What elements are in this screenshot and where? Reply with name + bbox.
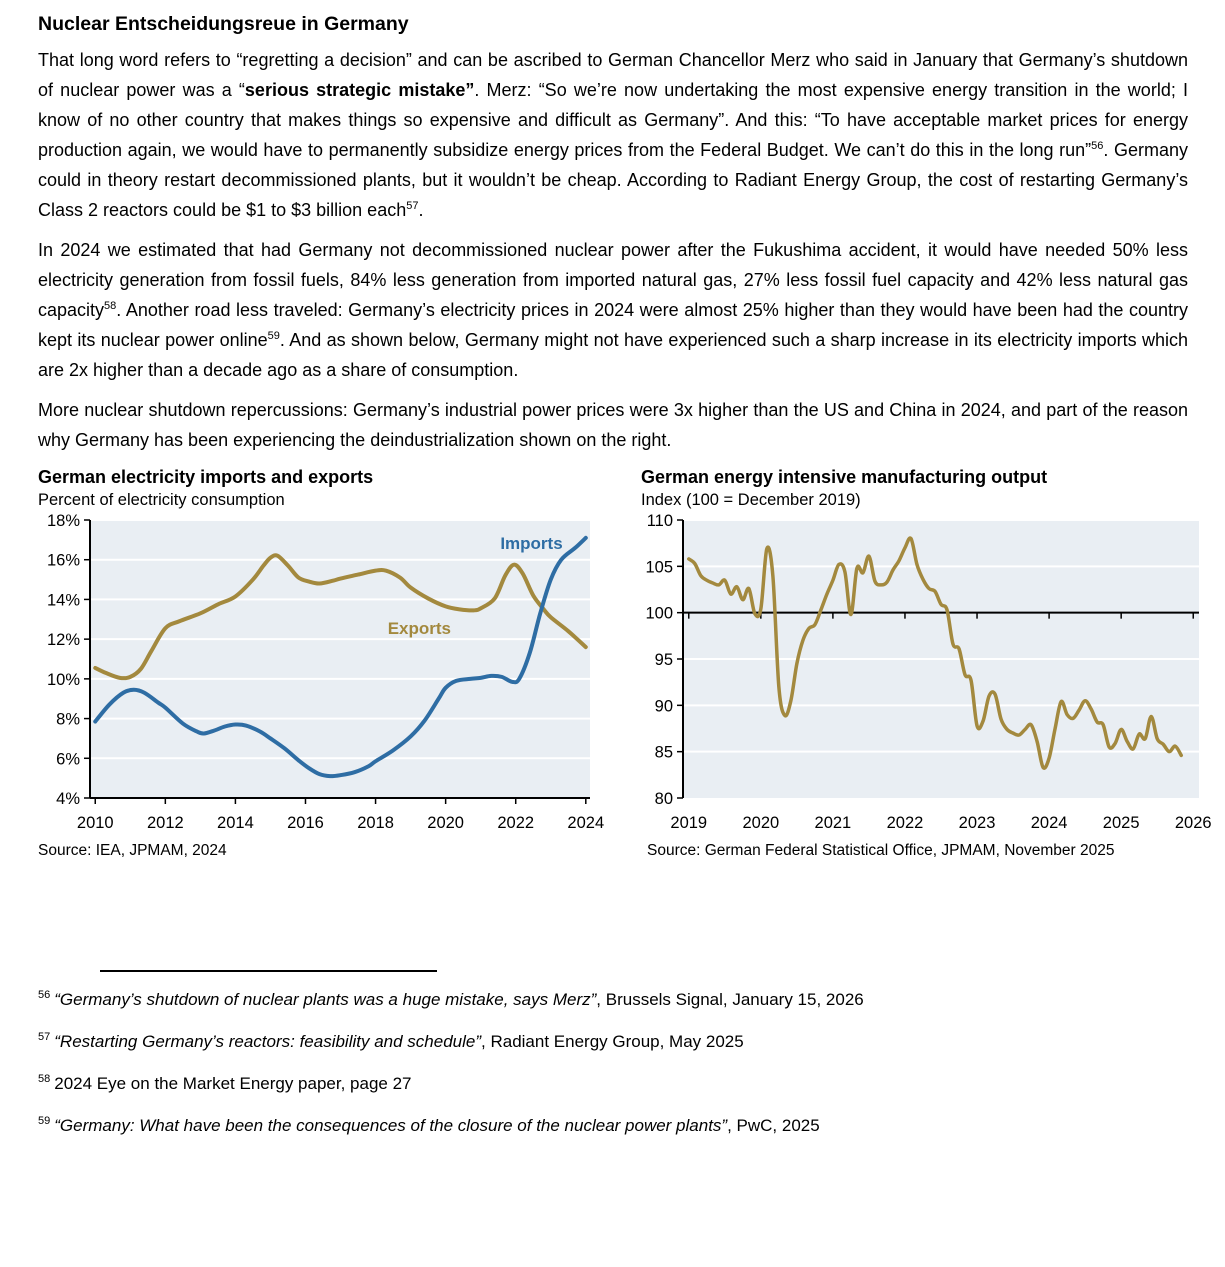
footnote (38, 1072, 1188, 1096)
text-run: . Another road less traveled: Germany’s electricity prices in 2024 were almost 25% higher than they would have been had the country kept its nuclear power online (38, 300, 1188, 350)
text-run: . (418, 200, 424, 220)
x-tick-label: 2014 (217, 814, 254, 832)
footnote-marker: 59 (38, 1115, 51, 1128)
x-tick-label: 2012 (146, 814, 184, 832)
x-tick-label: 2020 (427, 814, 465, 832)
text-run: That long word refers to “regretting a decision” and can be ascribed to German Chancellor Merz who said in January that Germany’s shutdown of nuclear power was a “ (38, 50, 1188, 100)
text-run: , Radiant Energy Group, May 2025 (481, 1032, 744, 1051)
y-tick-label: 18% (46, 512, 80, 530)
x-tick-label: 2022 (497, 814, 535, 832)
text-run: . Germany could in theory restart decommissioned plants, but it wouldn’t be cheap. According to Radiant Energy Group, the cost of restarting Germany’s Class 2 reactors could be $1 to $3 billion each (38, 140, 1188, 220)
line-chart-manufacturing-output (641, 512, 1221, 834)
footnote-separator (100, 970, 437, 972)
chart-subtitle-right: Index (100 = December 2019) (641, 491, 861, 509)
text-run: , Brussels Signal, January 15, 2026 (596, 990, 864, 1009)
footnote-ref: 59 (267, 330, 280, 342)
chart-title-left: German electricity imports and exports (38, 467, 374, 487)
text-run: serious strategic mistake” (244, 80, 475, 100)
x-tick-label: 2010 (76, 814, 114, 832)
footnotes (38, 988, 1188, 1138)
y-tick-label: 105 (645, 558, 673, 577)
y-tick-label: 95 (654, 651, 673, 669)
x-tick-label: 2026 (1174, 814, 1212, 832)
x-tick-label: 2024 (1030, 814, 1068, 832)
page-title: Nuclear Entscheidungsreue in Germany (38, 13, 409, 35)
paragraph (38, 395, 1188, 455)
text-run: , PwC, 2025 (727, 1116, 820, 1135)
footnote-marker: 58 (38, 1073, 51, 1086)
footnote-marker: 57 (38, 1031, 51, 1044)
y-tick-label: 90 (654, 697, 673, 716)
x-tick-label: 2023 (958, 814, 996, 832)
paragraph (38, 235, 1188, 385)
text-run: . And as shown below, Germany might not have experienced such a sharp increase in its electricity imports which are 2x higher than a decade ago as a share of consumption. (38, 330, 1188, 380)
x-tick-label: 2016 (287, 814, 324, 832)
text-run: 2024 Eye on the Market Energy paper, page 27 (54, 1074, 412, 1093)
footnote-ref: 57 (406, 200, 419, 212)
paragraph (38, 45, 1188, 225)
series-label-imports: Imports (500, 533, 563, 553)
chart-electricity-imports-exports (38, 465, 616, 860)
text-run: In 2024 we estimated that had Germany not decommissioned nuclear power after the Fukushima accident, it would have needed 50% less electricity generation from fossil fuels, 84% less generation from imported natural gas, 27% less fossil fuel capacity and 42% less natural gas capacity (38, 240, 1188, 320)
x-tick-label: 2022 (886, 814, 924, 832)
y-tick-label: 8% (56, 710, 80, 729)
line-chart-imports-exports (38, 512, 616, 834)
y-tick-label: 85 (654, 743, 673, 762)
chart-manufacturing-output (641, 465, 1221, 860)
x-tick-label: 2025 (1102, 814, 1140, 832)
footnote (38, 1030, 1188, 1054)
footnote-marker: 56 (38, 989, 51, 1002)
y-tick-label: 110 (646, 512, 673, 530)
body-paragraphs (38, 45, 1188, 455)
text-run: . Merz: “So we’re now undertaking the most expensive energy transition in the world; I know of no other country that makes things so expensive and difficult as Germany”. And this: “To have acceptable market prices for energy production again, we would have to permanently subsidize energy prices from the Federal Budget. We can’t do this in the long run” (38, 80, 1188, 160)
x-tick-label: 2019 (670, 814, 708, 832)
footnote (38, 988, 1188, 1012)
plot-area (90, 520, 590, 798)
y-tick-label: 12% (46, 631, 80, 650)
text-run: More nuclear shutdown repercussions: Germany’s industrial power prices were 3x higher than the US and China in 2024, and part of the reason why Germany has been experiencing the deindustrialization shown on the right. (38, 400, 1188, 450)
footnote-ref: 56 (1091, 140, 1104, 152)
y-tick-label: 14% (46, 591, 80, 610)
chart-title-right: German energy intensive manufacturing output (641, 467, 1048, 487)
y-tick-label: 16% (46, 551, 80, 570)
chart-source-right: Source: German Federal Statistical Office, JPMAM, November 2025 (647, 842, 1115, 859)
x-tick-label: 2018 (357, 814, 394, 832)
y-tick-label: 6% (56, 750, 80, 769)
footnote-ref: 58 (104, 300, 117, 312)
y-tick-label: 100 (645, 604, 673, 623)
x-tick-label: 2020 (742, 814, 780, 832)
text-run: “Restarting Germany’s reactors: feasibility and schedule” (54, 1032, 482, 1051)
text-run: “Germany: What have been the consequences of the closure of the nuclear power plants” (54, 1116, 728, 1135)
x-tick-label: 2021 (814, 814, 852, 832)
text-run: “Germany’s shutdown of nuclear plants was a huge mistake, says Merz” (54, 990, 597, 1009)
y-tick-label: 80 (654, 790, 673, 808)
charts-row (38, 465, 1212, 860)
series-label-exports: Exports (387, 619, 452, 639)
y-tick-label: 4% (56, 790, 80, 808)
chart-subtitle-left: Percent of electricity consumption (38, 491, 285, 509)
y-tick-label: 10% (46, 670, 80, 689)
footnote (38, 1114, 1188, 1138)
x-tick-label: 2024 (567, 814, 605, 832)
chart-source-left: Source: IEA, JPMAM, 2024 (38, 842, 227, 859)
